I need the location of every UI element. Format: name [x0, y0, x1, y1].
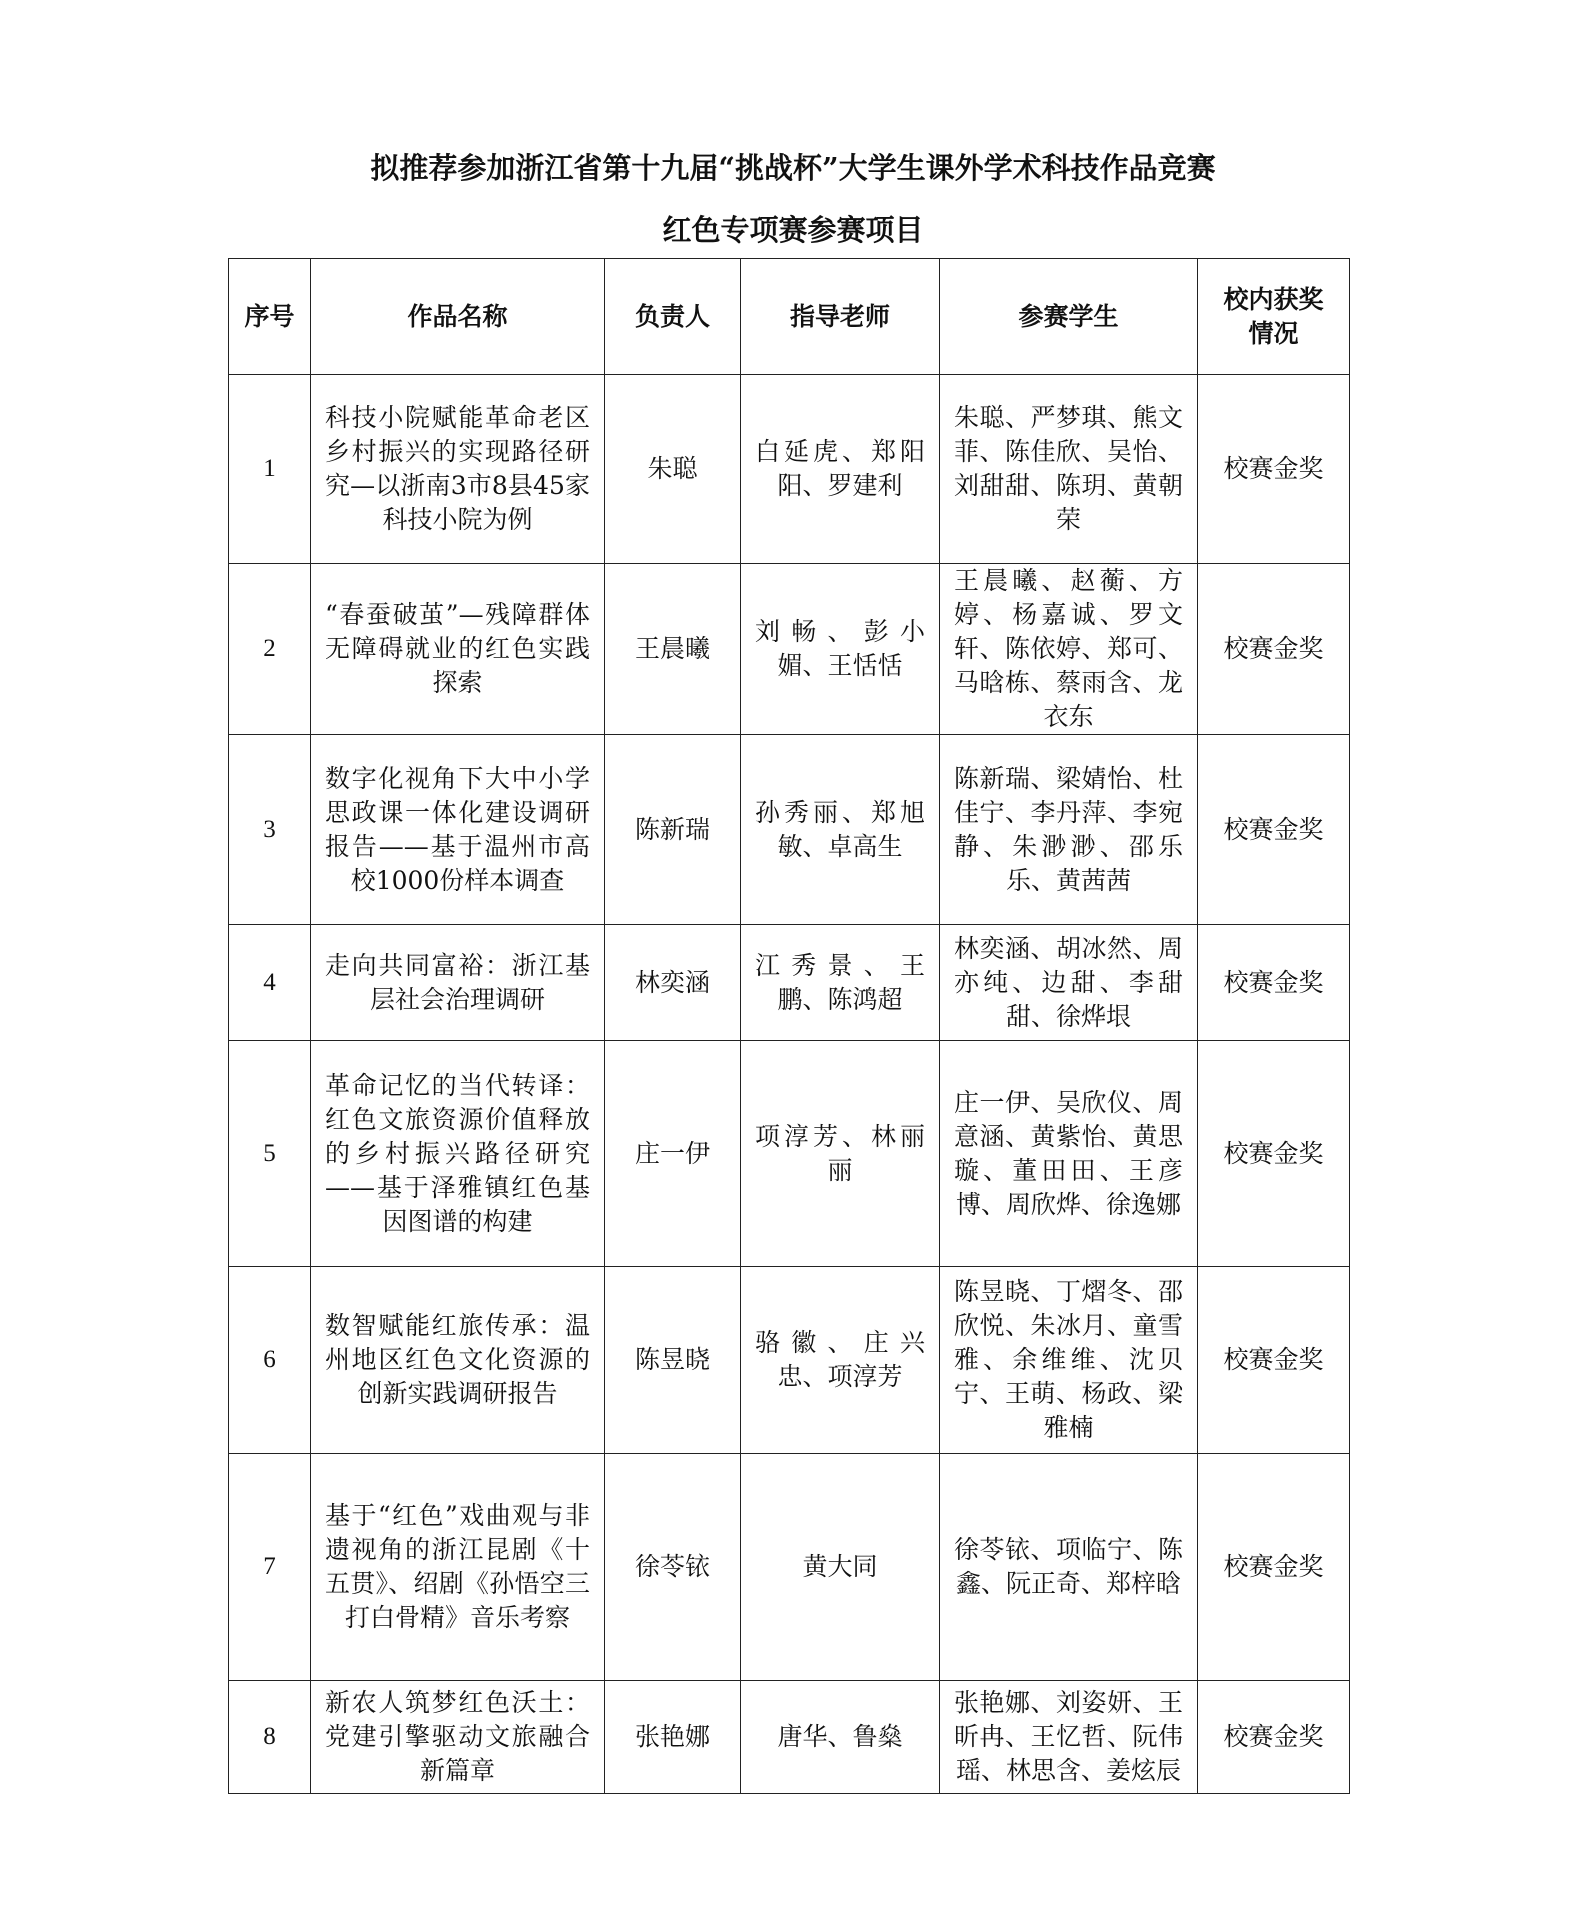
award: 校赛金奖	[1198, 375, 1350, 564]
row-number: 5	[229, 1041, 311, 1267]
project-name: 走向共同富裕：浙江基层社会治理调研	[311, 925, 605, 1041]
advisors: 唐华、鲁燊	[741, 1681, 940, 1794]
advisors: 黄大同	[741, 1454, 940, 1681]
students: 林奕涵、胡冰然、周亦纯、边甜、李甜甜、徐烨垠	[940, 925, 1198, 1041]
students: 王晨曦、赵蘅、方婷、杨嘉诚、罗文轩、陈依婷、郑可、马晗栋、蔡雨含、龙衣东	[940, 564, 1198, 735]
header-students: 参赛学生	[940, 259, 1198, 375]
project-name: 基于“红色”戏曲观与非遗视角的浙江昆剧《十五贯》、绍剧《孙悟空三打白骨精》音乐考察	[311, 1454, 605, 1681]
award: 校赛金奖	[1198, 1454, 1350, 1681]
project-name: “春蚕破茧”—残障群体无障碍就业的红色实践探索	[311, 564, 605, 735]
project-leader: 朱聪	[605, 375, 741, 564]
project-name: 数智赋能红旅传承：温州地区红色文化资源的创新实践调研报告	[311, 1267, 605, 1454]
students: 陈新瑞、梁婧怡、杜佳宁、李丹萍、李宛静、朱渺渺、邵乐乐、黄茜茜	[940, 735, 1198, 925]
award: 校赛金奖	[1198, 1267, 1350, 1454]
award: 校赛金奖	[1198, 1681, 1350, 1794]
row-number: 2	[229, 564, 311, 735]
row-number: 4	[229, 925, 311, 1041]
row-number: 1	[229, 375, 311, 564]
project-leader: 徐苓铱	[605, 1454, 741, 1681]
advisors: 骆徽、庄兴忠、项淳芳	[741, 1267, 940, 1454]
advisors: 孙秀丽、郑旭敏、卓高生	[741, 735, 940, 925]
project-leader: 王晨曦	[605, 564, 741, 735]
document-subtitle: 红色专项赛参赛项目	[662, 213, 924, 247]
project-name: 革命记忆的当代转译：红色文旅资源价值释放的乡村振兴路径研究——基于泽雅镇红色基因图谱的构建	[311, 1041, 605, 1267]
project-leader: 陈新瑞	[605, 735, 741, 925]
table-row	[229, 1041, 1350, 1267]
table-header-row	[229, 259, 1350, 375]
students: 朱聪、严梦琪、熊文菲、陈佳欣、吴怡、刘甜甜、陈玥、黄朝荣	[940, 375, 1198, 564]
table-row	[229, 1267, 1350, 1454]
project-leader: 张艳娜	[605, 1681, 741, 1794]
row-number: 6	[229, 1267, 311, 1454]
advisors: 项淳芳、林丽丽	[741, 1041, 940, 1267]
award: 校赛金奖	[1198, 925, 1350, 1041]
header-leader: 负责人	[605, 259, 741, 375]
project-name: 数字化视角下大中小学思政课一体化建设调研报告——基于温州市高校1000份样本调查	[311, 735, 605, 925]
award: 校赛金奖	[1198, 1041, 1350, 1267]
document-title: 拟推荐参加浙江省第十九届“挑战杯”大学生课外学术科技作品竞赛	[370, 151, 1216, 185]
table-row	[229, 375, 1350, 564]
table-row	[229, 1454, 1350, 1681]
projects-table	[228, 258, 1350, 1794]
advisors: 江秀景、王鹏、陈鸿超	[741, 925, 940, 1041]
table-row	[229, 925, 1350, 1041]
header-name: 作品名称	[311, 259, 605, 375]
advisors: 白延虎、郑阳阳、罗建利	[741, 375, 940, 564]
row-number: 7	[229, 1454, 311, 1681]
header-advisors: 指导老师	[741, 259, 940, 375]
students: 张艳娜、刘姿妍、王昕冉、王忆哲、阮伟瑶、林思含、姜炫辰	[940, 1681, 1198, 1794]
row-number: 3	[229, 735, 311, 925]
project-name: 科技小院赋能革命老区乡村振兴的实现路径研究—以浙南3市8县45家科技小院为例	[311, 375, 605, 564]
table-row	[229, 1681, 1350, 1794]
advisors: 刘畅、彭小媚、王恬恬	[741, 564, 940, 735]
students: 庄一伊、吴欣仪、周意涵、黄紫怡、黄思璇、董田田、王彦博、周欣烨、徐逸娜	[940, 1041, 1198, 1267]
project-leader: 庄一伊	[605, 1041, 741, 1267]
award: 校赛金奖	[1198, 564, 1350, 735]
header-no: 序号	[229, 259, 311, 375]
students: 陈昱晓、丁熠冬、邵欣悦、朱冰月、童雪雅、余维维、沈贝宁、王萌、杨政、梁雅楠	[940, 1267, 1198, 1454]
project-name: 新农人筑梦红色沃土：党建引擎驱动文旅融合新篇章	[311, 1681, 605, 1794]
row-number: 8	[229, 1681, 311, 1794]
project-leader: 林奕涵	[605, 925, 741, 1041]
table-row	[229, 564, 1350, 735]
award: 校赛金奖	[1198, 735, 1350, 925]
project-leader: 陈昱晓	[605, 1267, 741, 1454]
table-row	[229, 735, 1350, 925]
header-award: 校内获奖情况	[1198, 259, 1350, 375]
students: 徐苓铱、项临宁、陈鑫、阮正奇、郑梓晗	[940, 1454, 1198, 1681]
